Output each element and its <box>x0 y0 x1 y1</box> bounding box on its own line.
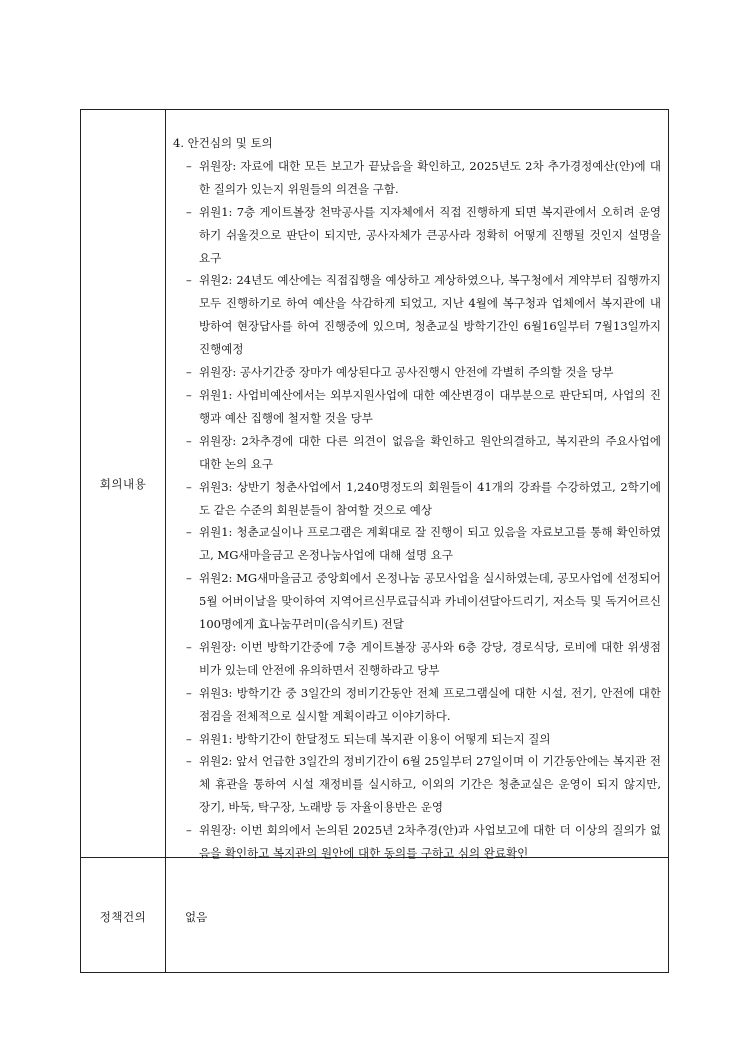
discussion-item: – 위원2: 앞서 언급한 3일간의 정비기간이 6월 25일부터 27일이며 이 기간동안에는 복지관 전체 휴관을 통하여 시설 재정비를 실시하고, 이외의 기간은 청춘교실은 운영이 되지 않지만, 장기, 바둑, 탁구장, 노래방 등 자율이용반은 운영 <box>173 750 663 819</box>
discussion-list <box>173 155 663 865</box>
agenda-heading: 4. 안건심의 및 토의 <box>173 136 273 150</box>
discussion-item: – 위원1: 방학기간이 한달정도 되는데 복지관 이용이 어떻게 되는지 질의 <box>173 728 663 751</box>
discussion-item: – 위원3: 상반기 청춘사업에서 1,240명정도의 회원들이 41개의 강좌를 수강하였고, 2학기에도 같은 수준의 회원분들이 참여할 것으로 예상 <box>173 476 663 522</box>
discussion-item: – 위원2: MG새마을금고 중앙회에서 온정나눔 공모사업을 실시하였는데, 공모사업에 선정되어 5월 어버이날을 맞이하여 지역어르신무료급식과 카네이션달아드리기, 저소득 및 독거어르신 100명에게 효나눔꾸러미(음식키트) 전달 <box>173 567 663 636</box>
column-divider <box>165 110 166 972</box>
discussion-item: – 위원3: 방학기간 중 3일간의 정비기간동안 전체 프로그램실에 대한 시설, 전기, 안전에 대한 점검을 전체적으로 실시할 계획이라고 이야기하다. <box>173 682 663 728</box>
meeting-minutes-table <box>80 109 669 973</box>
meeting-content-cell <box>173 132 663 865</box>
policy-suggestion-value: 없음 <box>185 910 208 924</box>
discussion-item: – 위원장: 자료에 대한 모든 보고가 끝났음을 확인하고, 2025년도 2차 추가경정예산(안)에 대한 질의가 있는지 위원들의 의견을 구함. <box>173 155 663 201</box>
discussion-item: – 위원1: 청춘교실이나 프로그램은 계획대로 잘 진행이 되고 있음을 자료보고를 통해 확인하였고, MG새마을금고 온정나눔사업에 대해 설명 요구 <box>173 521 663 567</box>
discussion-item: – 위원1: 사업비예산에서는 외부지원사업에 대한 예산변경이 대부분으로 판단되며, 사업의 진행과 예산 집행에 철저할 것을 당부 <box>173 384 663 430</box>
policy-suggestion-label: 정책건의 <box>99 910 147 924</box>
discussion-item: – 위원1: 7층 게이트볼장 천막공사를 지자체에서 직접 진행하게 되면 복지관에서 오히려 운영하기 쉬울것으로 판단이 되지만, 공사자체가 큰공사라 정확히 어떻게 진행될 것인지 설명을 요구 <box>173 201 663 270</box>
meeting-content-label: 회의내용 <box>99 477 147 491</box>
discussion-item: – 위원장: 2차추경에 대한 다른 의견이 없음을 확인하고 원안의결하고, 복지관의 주요사업에 대한 논의 요구 <box>173 430 663 476</box>
discussion-item: – 위원2: 24년도 예산에는 직접집행을 예상하고 계상하였으나, 복구청에서 계약부터 집행까지 모두 진행하기로 하여 예산을 삭감하게 되었고, 지난 4월에 복구청과 업체에서 복지관에 내방하여 현장답사를 하여 진행중에 있으며, 청춘교실 방학기간인 6월16일부터 7월13일까지 진행예정 <box>173 269 663 361</box>
discussion-item: – 위원장: 이번 회의에서 논의된 2025년 2차추경(안)과 사업보고에 대한 더 이상의 질의가 없음을 확인하고 복지관의 원안에 대한 동의를 구하고 심의 완료확인 <box>173 819 663 865</box>
discussion-item: – 위원장: 공사기간중 장마가 예상된다고 공사진행시 안전에 각별히 주의할 것을 당부 <box>173 361 663 384</box>
discussion-item: – 위원장: 이번 방학기간중에 7층 게이트볼장 공사와 6층 강당, 경로식당, 로비에 대한 위생점비가 있는데 안전에 유의하면서 진행하라고 당부 <box>173 636 663 682</box>
